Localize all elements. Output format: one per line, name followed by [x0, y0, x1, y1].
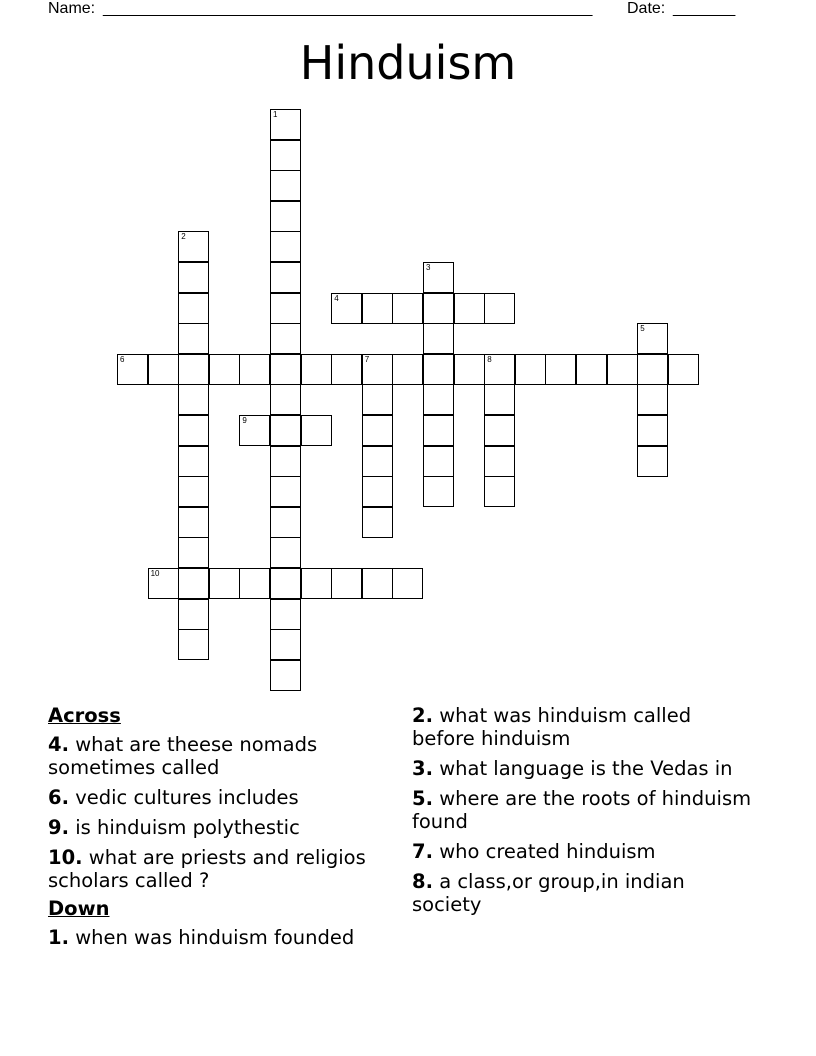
grid-cell[interactable]	[362, 384, 393, 415]
grid-cell[interactable]	[515, 354, 546, 385]
grid-cell[interactable]	[454, 293, 485, 324]
grid-cell[interactable]	[362, 354, 393, 385]
clue-number-10: 10	[150, 569, 160, 578]
clue-number-8: 8	[487, 354, 492, 364]
grid-cell[interactable]	[270, 354, 301, 385]
down-clue-8: 8. a class,or group,in indian society	[412, 870, 685, 916]
clue-number-6: 6	[120, 354, 125, 364]
grid-cell[interactable]	[270, 599, 301, 630]
grid-cell[interactable]	[148, 568, 179, 599]
grid-cell[interactable]	[178, 354, 209, 385]
grid-cell[interactable]	[637, 415, 668, 446]
grid-cell[interactable]	[301, 568, 332, 599]
grid-cell[interactable]	[178, 599, 209, 630]
grid-cell[interactable]	[178, 476, 209, 507]
grid-cell[interactable]	[484, 476, 515, 507]
grid-cell[interactable]	[270, 109, 301, 140]
grid-cell[interactable]	[423, 323, 454, 354]
clue-number-1: 1	[273, 110, 278, 119]
grid-cell[interactable]	[270, 231, 301, 262]
grid-cell[interactable]	[178, 415, 209, 446]
grid-cell[interactable]	[484, 384, 515, 415]
page-title: Hinduism	[299, 36, 517, 90]
grid-cell[interactable]	[423, 476, 454, 507]
grid-cell[interactable]	[209, 354, 240, 385]
grid-cell[interactable]	[484, 293, 515, 324]
grid-cell[interactable]	[637, 323, 668, 354]
down-clue-2: 2. what was hinduism called before hinduism	[412, 704, 692, 750]
across-clue-9: 9. is hinduism polythestic	[48, 816, 300, 839]
clue-number-2: 2	[181, 232, 186, 242]
grid-cell[interactable]	[117, 354, 148, 385]
grid-cell[interactable]	[392, 568, 423, 599]
grid-cell[interactable]	[423, 384, 454, 415]
grid-cell[interactable]	[545, 354, 576, 385]
grid-cell[interactable]	[301, 354, 332, 385]
grid-cell[interactable]	[270, 537, 301, 568]
name-label: Name:	[48, 0, 96, 17]
across-heading: Across	[48, 704, 121, 727]
name-blank[interactable]: _______________________________________________________	[103, 0, 593, 17]
grid-cell[interactable]	[668, 354, 699, 385]
date-label: Date:	[627, 0, 666, 17]
grid-cell[interactable]	[362, 568, 393, 599]
grid-cell[interactable]	[239, 568, 270, 599]
grid-cell[interactable]	[576, 354, 607, 385]
down-clue-5: 5. where are the roots of hinduism found	[412, 787, 752, 833]
grid-cell[interactable]	[270, 384, 301, 415]
grid-cell[interactable]	[178, 568, 209, 599]
grid-cell[interactable]	[178, 629, 209, 660]
down-heading: Down	[48, 897, 110, 920]
grid-cell[interactable]	[270, 629, 301, 660]
grid-cell[interactable]	[270, 262, 301, 293]
clue-number-7: 7	[364, 354, 370, 364]
grid-cell[interactable]	[362, 507, 393, 538]
grid-cell[interactable]	[178, 323, 209, 354]
across-clue-10: 10. what are priests and religios scholars called ?	[48, 846, 366, 892]
grid-cell[interactable]	[423, 354, 454, 385]
grid-cell[interactable]	[423, 262, 454, 293]
grid-cell[interactable]	[178, 262, 209, 293]
clue-number-9: 9	[242, 416, 247, 425]
grid-cell[interactable]	[423, 415, 454, 446]
grid-cell[interactable]	[270, 201, 301, 232]
grid-cell[interactable]	[270, 293, 301, 324]
across-clue-4: 4. what are theese nomads sometimes called	[48, 733, 318, 779]
grid-cell[interactable]	[178, 507, 209, 538]
grid-cell[interactable]	[484, 415, 515, 446]
grid-cell[interactable]	[270, 476, 301, 507]
grid-cell[interactable]	[362, 446, 393, 477]
clue-number-5: 5	[640, 324, 645, 334]
grid-cell[interactable]	[178, 293, 209, 324]
grid-cell[interactable]	[484, 354, 515, 385]
clues-left-column	[48, 704, 398, 956]
grid-cell[interactable]	[607, 354, 638, 385]
grid-cell[interactable]	[270, 140, 301, 171]
grid-cell[interactable]	[331, 354, 362, 385]
grid-cell[interactable]	[331, 568, 362, 599]
across-clue-6: 6. vedic cultures includes	[48, 786, 299, 809]
grid-cell[interactable]	[270, 446, 301, 477]
grid-cell[interactable]	[392, 354, 423, 385]
grid-cell[interactable]	[270, 660, 301, 691]
grid-cell[interactable]	[178, 231, 209, 262]
grid-cell[interactable]	[362, 415, 393, 446]
grid-cell[interactable]	[392, 293, 423, 324]
clues-right-column	[412, 704, 752, 923]
grid-cell[interactable]	[301, 415, 332, 446]
grid-cell[interactable]	[637, 384, 668, 415]
grid-cell[interactable]	[270, 323, 301, 354]
grid-cell[interactable]	[362, 293, 393, 324]
down-clue-7: 7. who created hinduism	[412, 840, 656, 863]
grid-cell[interactable]	[239, 415, 270, 446]
grid-cell[interactable]	[454, 354, 485, 385]
grid-cell[interactable]	[331, 293, 362, 324]
grid-cell[interactable]	[148, 354, 179, 385]
down-clue-1: 1. when was hinduism founded	[48, 926, 355, 949]
date-blank[interactable]: _______	[673, 0, 736, 17]
grid-cell[interactable]	[270, 170, 301, 201]
grid-cell[interactable]	[423, 446, 454, 477]
grid-cell[interactable]	[270, 507, 301, 538]
grid-cell[interactable]	[178, 537, 209, 568]
grid-cell[interactable]	[637, 446, 668, 477]
grid-cell[interactable]	[270, 568, 301, 599]
grid-cell[interactable]	[239, 354, 270, 385]
grid-cell[interactable]	[423, 293, 454, 324]
clue-number-4: 4	[334, 293, 339, 303]
grid-cell[interactable]	[270, 415, 301, 446]
grid-cell[interactable]	[362, 476, 393, 507]
grid-cell[interactable]	[484, 446, 515, 477]
clue-number-3: 3	[426, 263, 431, 272]
down-clue-3: 3. what language is the Vedas in	[412, 757, 733, 780]
grid-cell[interactable]	[209, 568, 240, 599]
grid-cell[interactable]	[178, 384, 209, 415]
grid-cell[interactable]	[637, 354, 668, 385]
grid-cell[interactable]	[178, 446, 209, 477]
